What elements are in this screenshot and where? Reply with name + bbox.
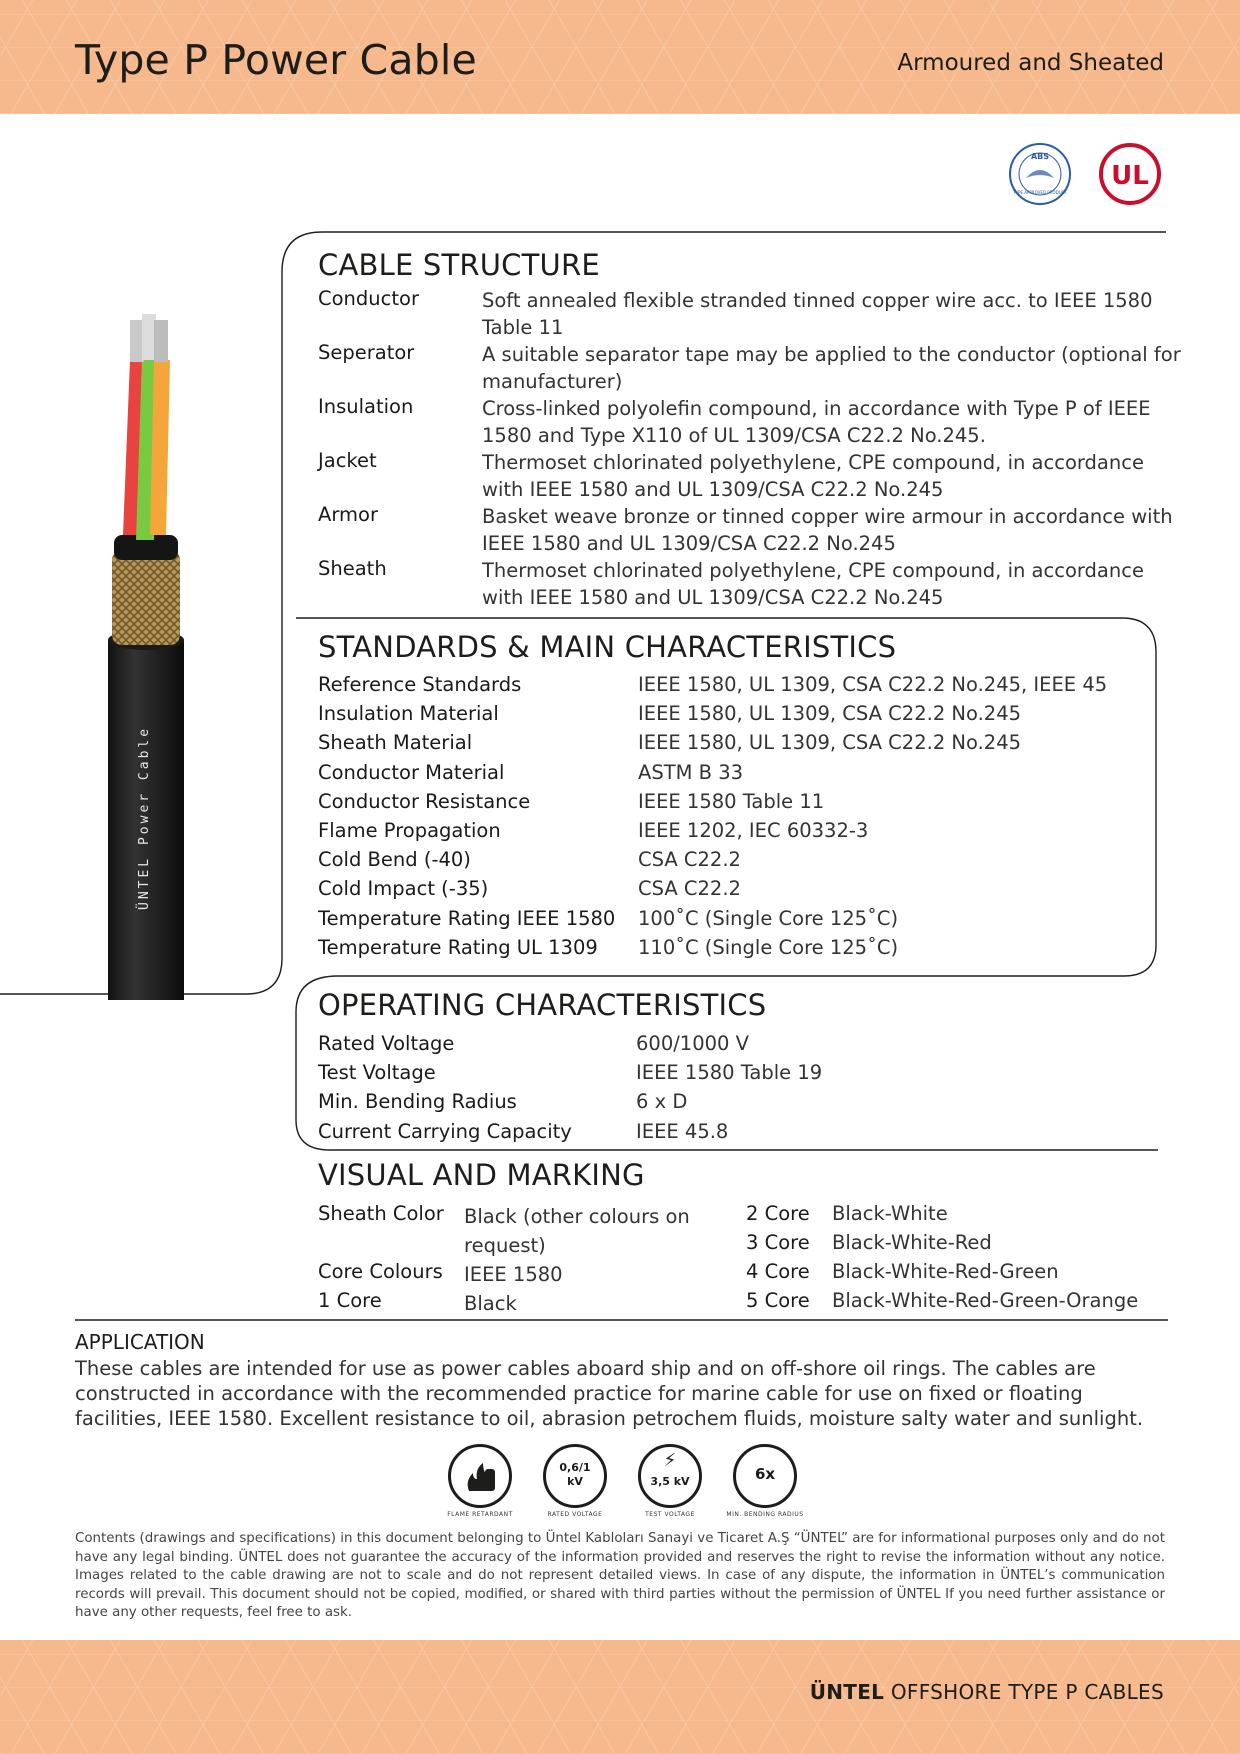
marking-value: IEEE 1580 [464, 1263, 563, 1286]
page-title: Type P Power Cable [75, 36, 477, 84]
cable-illustration [90, 300, 210, 1000]
operating-row-label: Current Carrying Capacity [318, 1119, 572, 1143]
core-count-label: 3 Core [746, 1231, 810, 1254]
core-colour-value: Black-White [832, 1202, 948, 1225]
core-colour-value: Black-White-Red-Green-Orange [832, 1289, 1139, 1312]
standards-row-label: Reference Standards [318, 673, 522, 696]
operating-row-value: 600/1000 V [636, 1032, 749, 1055]
icon-label: 0,6/1 kV [559, 1461, 591, 1488]
operating-row-value: IEEE 45.8 [636, 1119, 729, 1143]
visual-marking-title: VISUAL AND MARKING [318, 1158, 645, 1192]
icon-label: 6x [754, 1465, 776, 1483]
core-colour-value: Black-White-Red [832, 1231, 992, 1254]
standards-row-value: ASTM B 33 [638, 760, 744, 784]
marking-label: 1 Core [318, 1289, 382, 1312]
test-voltage-icon [638, 1444, 702, 1508]
structure-value: Thermoset chlorinated polyethylene, CPE compound, in accordance with IEEE 1580 and UL 1309/CSA C22.2 No.245 [482, 451, 1144, 501]
structure-label: Armor [318, 503, 378, 526]
structure-label: Sheath [318, 557, 387, 580]
icon-caption: MIN. BENDING RADIUS [726, 1511, 804, 1518]
standards-row-value: IEEE 1580, UL 1309, CSA C22.2 No.245 [638, 702, 1022, 726]
standards-row-value: IEEE 1580, UL 1309, CSA C22.2 No.245, IEEE 45 [638, 673, 1108, 696]
operating-row [318, 1090, 1178, 1119]
standards-row-label: Cold Impact (-35) [318, 877, 489, 901]
standards-row [318, 790, 1178, 819]
page-subtitle: Armoured and Sheated [897, 50, 1164, 76]
structure-value: Cross-linked polyolefin compound, in accordance with Type P of IEEE 1580 and Type X110 of UL 1309/CSA C22.2 No.245. [482, 397, 1151, 447]
standards-row [318, 673, 1178, 702]
standards-row-value: IEEE 1580, UL 1309, CSA C22.2 No.245 [638, 731, 1022, 755]
icon-caption: RATED VOLTAGE [547, 1511, 603, 1518]
abs-label: ABS [1030, 152, 1050, 161]
structure-value: Basket weave bronze or tinned copper wire armour in accordance with IEEE 1580 and UL 1309/CSA C22.2 No.245 [482, 505, 1173, 555]
standards-row [318, 731, 1178, 760]
cable-structure-title: CABLE STRUCTURE [318, 248, 600, 282]
standards-row-value: IEEE 1580 Table 11 [638, 789, 825, 813]
standards-row-value: 110˚C (Single Core 125˚C) [638, 935, 899, 959]
operating-row-value: IEEE 1580 Table 19 [636, 1061, 823, 1085]
ul-label: UL [1111, 161, 1149, 191]
standards-row [318, 936, 1178, 965]
standards-row-value: 100˚C (Single Core 125˚C) [638, 906, 899, 930]
standards-row [318, 702, 1178, 731]
structure-row [318, 503, 1178, 557]
standards-title: STANDARDS & MAIN CHARACTERISTICS [318, 630, 897, 664]
standards-row [318, 877, 1178, 906]
application-text: These cables are intended for use as power cables aboard ship and on off-shore oil rings. The cables are constructed in accordance with the recommended practice for marine cable for use on fixed or floating facilities, IEEE 1580. Excellent resistance to oil, abrasion petrochem fluids, moisture salty water and sunlight. [75, 1357, 1144, 1430]
structure-label: Seperator [318, 341, 415, 364]
standards-row [318, 761, 1178, 790]
structure-label: Insulation [318, 395, 414, 418]
structure-row [318, 341, 1181, 395]
standards-row-label: Conductor Resistance [318, 789, 531, 813]
standards-row-value: CSA C22.2 [638, 877, 741, 901]
standards-row-label: Conductor Material [318, 760, 505, 784]
cable-marking-text: ÜNTEL Power Cable [137, 725, 152, 910]
core-count-label: 5 Core [746, 1289, 810, 1312]
abs-ring-text: TYPE APPROVED PRODUCT [1013, 190, 1067, 195]
standards-row-value: IEEE 1202, IEC 60332-3 [638, 819, 869, 842]
operating-row-label: Min. Bending Radius [318, 1090, 517, 1114]
standards-row-label: Temperature Rating UL 1309 [318, 935, 598, 959]
footer-caption: OFFSHORE TYPE P CABLES [884, 1680, 1164, 1704]
flame-retardant-icon [448, 1444, 512, 1508]
standards-row [318, 907, 1178, 936]
operating-title: OPERATING CHARACTERISTICS [318, 988, 767, 1022]
structure-label: Conductor [318, 287, 419, 310]
marking-value: Black (other colours on request) [464, 1205, 690, 1257]
structure-value: A suitable separator tape may be applied to the conductor (optional for manufacturer) [482, 343, 1181, 393]
standards-row-label: Cold Bend (-40) [318, 848, 471, 872]
structure-row [318, 395, 1178, 449]
structure-row [318, 557, 1178, 611]
operating-row [318, 1061, 1178, 1090]
structure-value: Soft annealed flexible stranded tinned copper wire acc. to IEEE 1580 Table 11 [482, 289, 1153, 339]
standards-row-value: CSA C22.2 [638, 848, 741, 872]
footer-brand: ÜNTEL [809, 1680, 885, 1704]
core-count-label: 2 Core [746, 1202, 810, 1225]
standards-row [318, 819, 1178, 848]
core-colour-value: Black-White-Red-Green [832, 1260, 1059, 1283]
disclaimer-text: Contents (drawings and specifications) in this document belonging to Üntel Kabloları Sanayi ve Ticaret A.Ş “ÜNTEL” are for informational purposes only and do not have any legal binding. ÜNTEL does not guarantee the accuracy of the information provided and reserves the right to revise the information without any notice. Images related to the cable drawing are not to scale and do not represent detailed views. In case of any dispute, the information in ÜNTEL’s communication records will prevail. This document should not be copied, modified, or shared with third parties without the permission of ÜNTEL If you need further assistance or have any other requests, feel free to ask. [75, 1531, 1165, 1621]
structure-row [318, 287, 1178, 341]
rated-voltage-icon [543, 1444, 607, 1508]
icon-caption: TEST VOLTAGE [645, 1511, 695, 1518]
standards-row-label: Sheath Material [318, 731, 473, 755]
core-count-label: 4 Core [746, 1260, 810, 1283]
bending-radius-icon [733, 1444, 797, 1508]
icon-label: 3,5 kV [650, 1475, 690, 1488]
operating-row-value: 6 x D [636, 1090, 688, 1114]
marking-label: Core Colours [318, 1260, 443, 1283]
bolt-icon: ⚡ [663, 1450, 677, 1471]
operating-row [318, 1032, 1178, 1061]
standards-row-label: Insulation Material [318, 702, 499, 726]
icon-caption: FLAME RETARDANT [447, 1511, 513, 1518]
operating-row [318, 1120, 1178, 1149]
marking-value: Black [464, 1292, 517, 1315]
footer-text [810, 1680, 1164, 1704]
structure-row [318, 449, 1178, 503]
structure-label: Jacket [318, 449, 377, 472]
operating-row-label: Test Voltage [318, 1061, 436, 1085]
standards-row [318, 848, 1178, 877]
structure-value: Thermoset chlorinated polyethylene, CPE compound, in accordance with IEEE 1580 and UL 1309/CSA C22.2 No.245 [482, 559, 1144, 609]
marking-label: Sheath Color [318, 1202, 444, 1225]
standards-row-label: Temperature Rating IEEE 1580 [318, 906, 616, 930]
operating-row-label: Rated Voltage [318, 1032, 455, 1055]
application-title: APPLICATION [75, 1330, 205, 1354]
standards-row-label: Flame Propagation [318, 819, 501, 842]
